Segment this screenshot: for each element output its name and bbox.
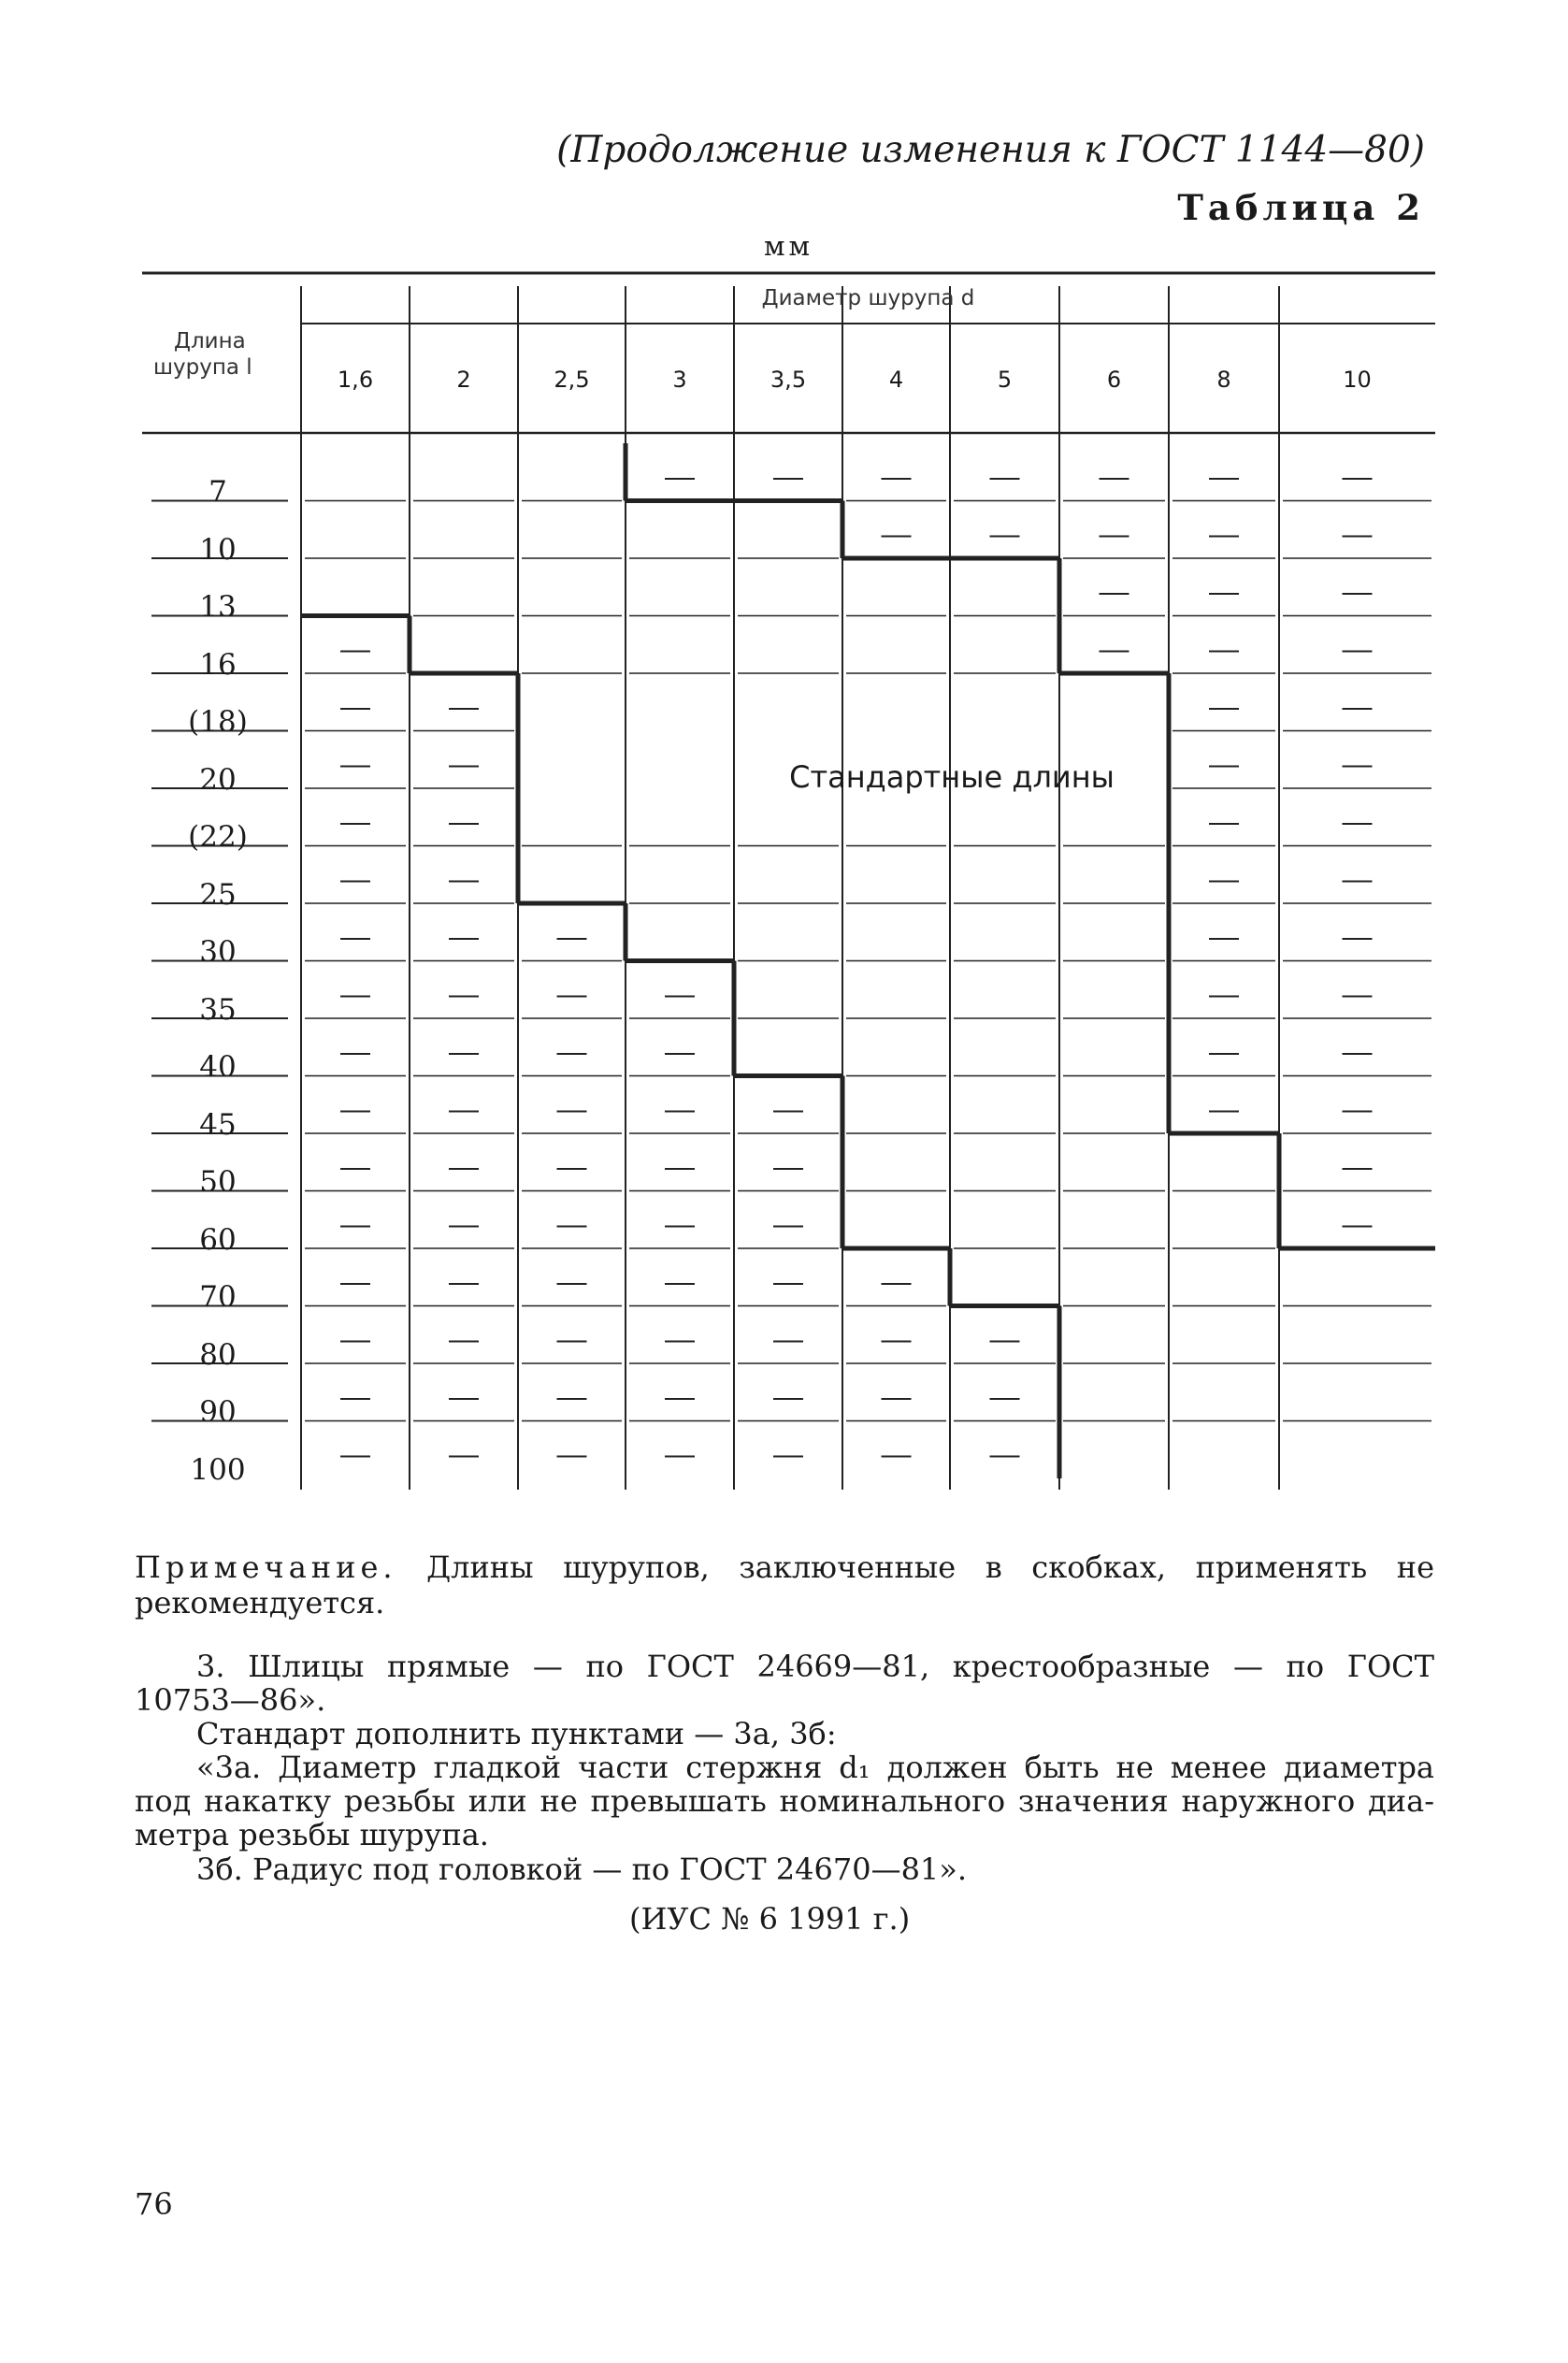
length-row-16: 90 [199, 1395, 237, 1429]
length-row-12: 50 [199, 1165, 237, 1199]
item3-line-1: 3. Шлицы прямые — по ГОСТ 24669—81, крестообразные — по ГОСТ [196, 1649, 1434, 1684]
length-row-13: 60 [199, 1222, 237, 1257]
supplement-line: Стандарт дополнить пунктами — 3а, 3б: [196, 1716, 837, 1751]
length-header-unit: шурупа l [153, 355, 252, 380]
item3a-line-1: «3а. Диаметр гладкой части стержня d₁ должен быть не менее диаметра [196, 1750, 1434, 1785]
note-line-2: рекомендуется. [135, 1585, 385, 1621]
table-title: Таблица 2 [1177, 187, 1425, 228]
length-row-8: 30 [199, 935, 237, 969]
length-row-6: (22) [188, 820, 248, 854]
item3a-line-2: под накатку резьбы или не превышать номинального значения наружного диа- [135, 1783, 1434, 1819]
note-line-1 [135, 1551, 1434, 1584]
continuation-header: (Продолжение изменения к ГОСТ 1144—80) [556, 129, 1425, 171]
length-row-3: 16 [199, 647, 237, 682]
length-row-7: 25 [199, 877, 237, 912]
diameter-col-10: 10 [1343, 367, 1372, 393]
diameter-col-5: 5 [997, 367, 1013, 393]
diameter-col-4: 4 [888, 367, 904, 393]
length-row-14: 70 [199, 1280, 237, 1314]
length-row-2: 13 [199, 590, 237, 624]
length-row-0: 7 [209, 475, 227, 509]
diameter-col-3-5: 3,5 [770, 367, 807, 393]
diameter-header: Диаметр шурупа d [761, 286, 975, 310]
diameter-col-1-6: 1,6 [337, 367, 374, 393]
diameter-col-6: 6 [1106, 367, 1122, 393]
item3b-line: 3б. Радиус под головкой — по ГОСТ 24670—81». [196, 1851, 968, 1887]
length-row-10: 40 [199, 1050, 237, 1084]
length-row-5: 20 [199, 762, 237, 797]
ius-reference: (ИУС № 6 1991 г.) [629, 1901, 911, 1937]
length-row-9: 35 [199, 992, 237, 1027]
page-number: 76 [135, 2186, 173, 2222]
note-label: Примечание. [135, 1549, 397, 1585]
diameter-col-2-5: 2,5 [554, 367, 590, 393]
diameter-col-2: 2 [456, 367, 471, 393]
length-row-17: 100 [190, 1452, 246, 1487]
length-row-4: (18) [188, 705, 248, 739]
length-row-1: 10 [199, 532, 237, 567]
length-row-11: 45 [199, 1107, 237, 1142]
units-label: мм [764, 230, 814, 262]
item3a-line-3: метра резьбы шурупа. [135, 1817, 489, 1852]
item3-line-2: 10753—86». [135, 1682, 326, 1718]
diameter-col-3: 3 [672, 367, 687, 393]
length-row-15: 80 [199, 1337, 237, 1372]
note-text-1: Длины шурупов, заключенные в скобках, применять не [426, 1549, 1435, 1585]
length-header: Длина [174, 329, 246, 353]
diameter-col-8: 8 [1216, 367, 1231, 393]
standard-lengths-label: Стандартные длины [789, 759, 1115, 795]
